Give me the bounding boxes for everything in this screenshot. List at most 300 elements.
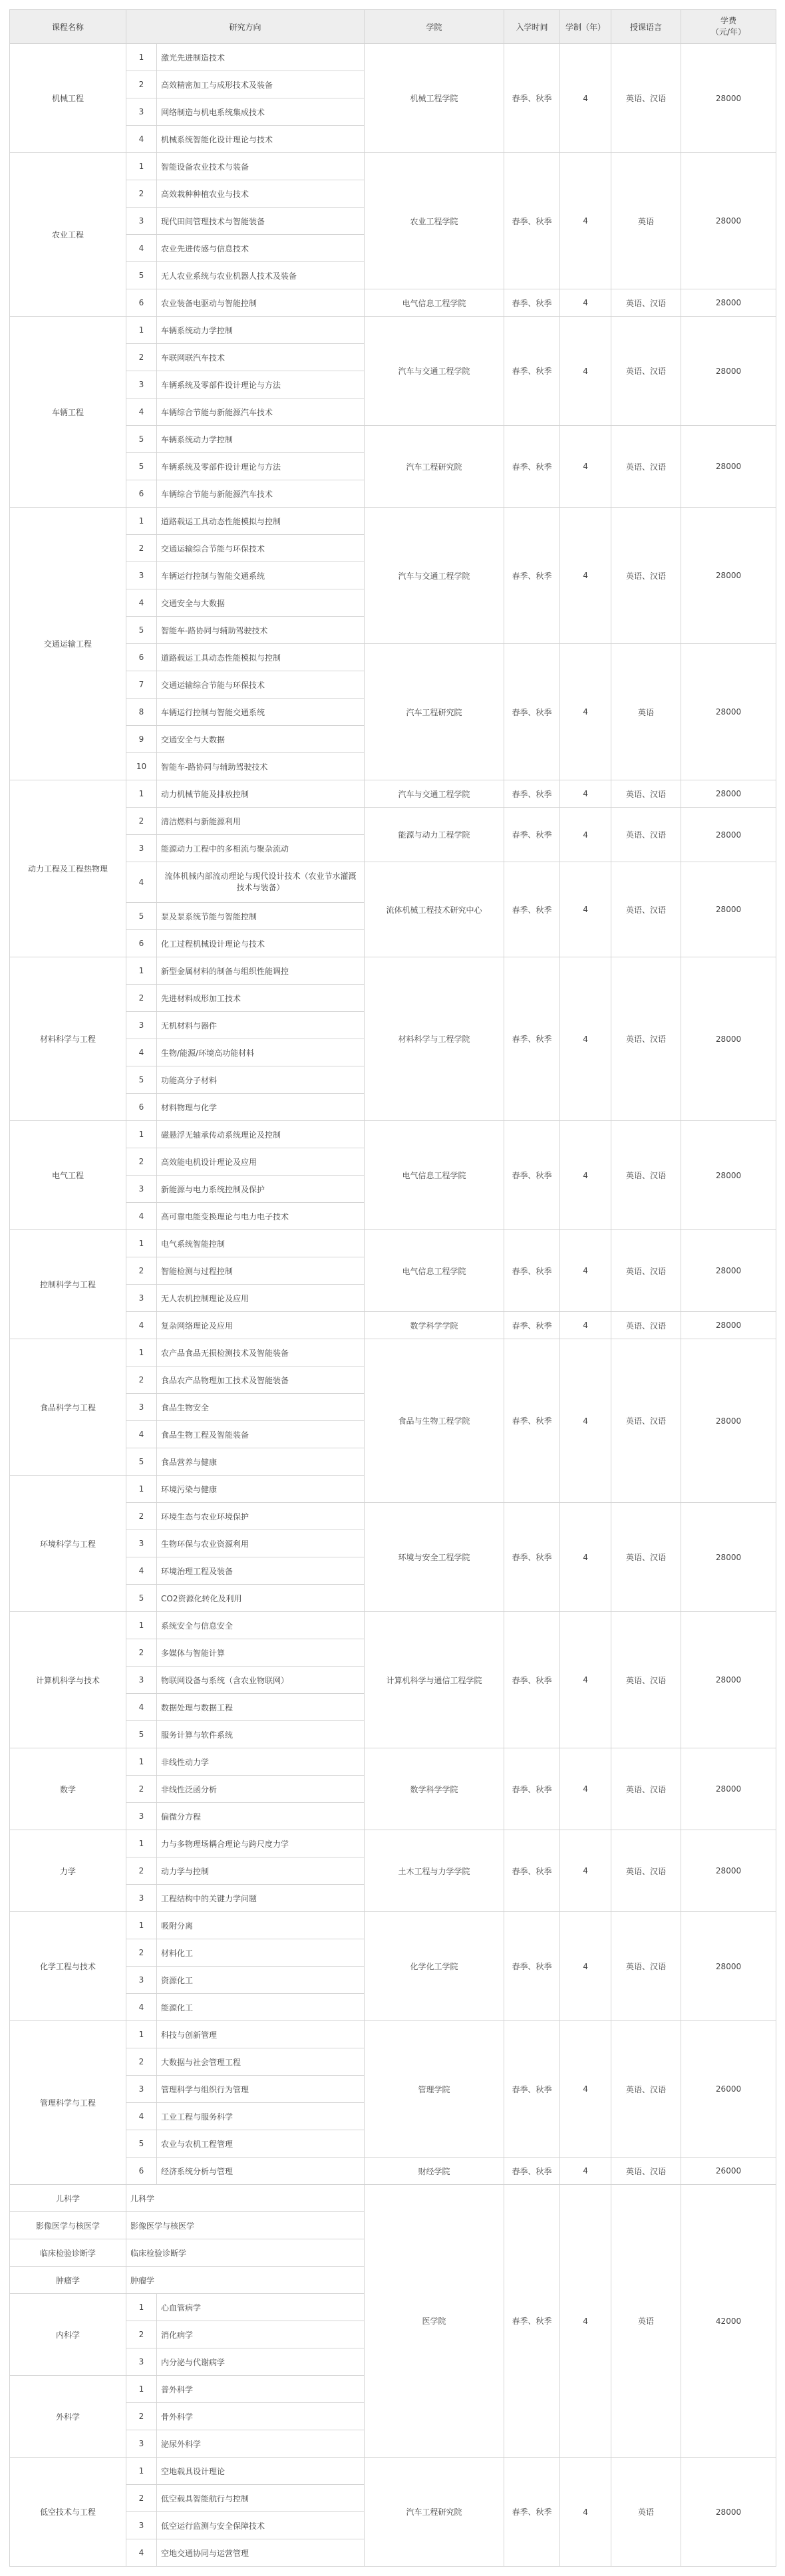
teaching-language: 英语、汉语 xyxy=(611,780,681,808)
teaching-language: 英语、汉语 xyxy=(611,2021,681,2158)
research-direction: CO2资源化转化及利用 xyxy=(157,1585,365,1612)
table-row xyxy=(10,2021,776,2048)
research-direction: 车辆运行控制与智能交通系统 xyxy=(157,562,365,589)
direction-number: 10 xyxy=(126,753,157,780)
tuition-fee: 28000 xyxy=(681,2458,776,2567)
major-name: 环境科学与工程 xyxy=(10,1476,126,1612)
research-direction: 材料物理与化学 xyxy=(157,1094,365,1121)
college-name: 食品与生物工程学院 xyxy=(365,1339,504,1503)
direction-number: 3 xyxy=(126,2076,157,2103)
program-duration: 4 xyxy=(560,2158,611,2185)
direction-number: 6 xyxy=(126,930,157,957)
direction-number: 3 xyxy=(126,1967,157,1994)
direction-number: 1 xyxy=(126,1230,157,1257)
research-direction: 儿科学 xyxy=(126,2185,365,2212)
college-name: 流体机械工程技术研究中心 xyxy=(365,862,504,957)
direction-number: 2 xyxy=(126,808,157,835)
intake-term: 春季、秋季 xyxy=(504,1612,560,1748)
teaching-language: 英语、汉语 xyxy=(611,2158,681,2185)
program-duration: 4 xyxy=(560,289,611,317)
college-name: 汽车与交通工程学院 xyxy=(365,508,504,644)
teaching-language: 英语 xyxy=(611,2185,681,2458)
intake-term: 春季、秋季 xyxy=(504,508,560,644)
research-direction: 材料化工 xyxy=(157,1939,365,1967)
research-direction: 工程结构中的关键力学问题 xyxy=(157,1885,365,1912)
direction-number: 4 xyxy=(126,126,157,153)
teaching-language: 英语、汉语 xyxy=(611,1121,681,1230)
major-name: 控制科学与工程 xyxy=(10,1230,126,1339)
direction-number: 5 xyxy=(126,2130,157,2158)
college-name: 电气信息工程学院 xyxy=(365,289,504,317)
major-name: 化学工程与技术 xyxy=(10,1912,126,2021)
teaching-language: 英语 xyxy=(611,2458,681,2567)
teaching-language: 英语 xyxy=(611,153,681,289)
direction-number: 3 xyxy=(126,1176,157,1203)
header-intake: 入学时间 xyxy=(504,10,560,44)
table-row xyxy=(10,317,776,344)
direction-number: 4 xyxy=(126,1312,157,1339)
tuition-fee: 28000 xyxy=(681,1748,776,1830)
header-language: 授课语言 xyxy=(611,10,681,44)
college-name: 汽车与交通工程学院 xyxy=(365,780,504,808)
tuition-fee: 42000 xyxy=(681,2185,776,2458)
program-duration: 4 xyxy=(560,2458,611,2567)
research-direction: 复杂网络理论及应用 xyxy=(157,1312,365,1339)
tuition-fee: 28000 xyxy=(681,1912,776,2021)
research-direction: 农业与农机工程管理 xyxy=(157,2130,365,2158)
teaching-language: 英语、汉语 xyxy=(611,862,681,957)
direction-number: 1 xyxy=(126,2021,157,2048)
tuition-fee: 28000 xyxy=(681,44,776,153)
research-direction: 影像医学与核医学 xyxy=(126,2212,365,2239)
direction-number: 1 xyxy=(126,317,157,344)
table-row xyxy=(10,153,776,180)
college-name: 电气信息工程学院 xyxy=(365,1121,504,1230)
research-direction: 肿瘤学 xyxy=(126,2267,365,2294)
research-direction: 环境治理工程及装备 xyxy=(157,1557,365,1585)
research-direction: 空地交通协同与运营管理 xyxy=(157,2539,365,2567)
research-direction: 智能检测与过程控制 xyxy=(157,1257,365,1285)
table-row xyxy=(10,1912,776,1939)
intake-term: 春季、秋季 xyxy=(504,2158,560,2185)
major-name: 计算机科学与技术 xyxy=(10,1612,126,1748)
research-direction: 农业先进传感与信息技术 xyxy=(157,235,365,262)
intake-term: 春季、秋季 xyxy=(504,1230,560,1312)
table-row xyxy=(10,1748,776,1776)
tuition-fee: 28000 xyxy=(681,1503,776,1612)
research-direction: 功能高分子材料 xyxy=(157,1066,365,1094)
direction-number: 1 xyxy=(126,1612,157,1639)
program-duration: 4 xyxy=(560,1830,611,1912)
direction-number: 2 xyxy=(126,1367,157,1394)
major-name: 动力工程及工程热物理 xyxy=(10,780,126,957)
direction-number: 1 xyxy=(126,1339,157,1367)
teaching-language: 英语、汉语 xyxy=(611,1612,681,1748)
tuition-fee: 28000 xyxy=(681,1830,776,1912)
direction-number: 3 xyxy=(126,1012,157,1039)
direction-number: 2 xyxy=(126,2485,157,2512)
direction-number: 4 xyxy=(126,589,157,617)
major-name: 管理科学与工程 xyxy=(10,2021,126,2185)
research-direction: 车辆综合节能与新能源汽车技术 xyxy=(157,480,365,508)
direction-number: 3 xyxy=(126,562,157,589)
program-duration: 4 xyxy=(560,426,611,508)
research-direction: 车辆运行控制与智能交通系统 xyxy=(157,699,365,726)
research-direction: 数据处理与数据工程 xyxy=(157,1694,365,1721)
direction-number: 1 xyxy=(126,1912,157,1939)
table-row xyxy=(10,2458,776,2485)
research-direction: 车辆系统动力学控制 xyxy=(157,426,365,453)
research-direction: 高效栽种种植农业与技术 xyxy=(157,180,365,208)
teaching-language: 英语、汉语 xyxy=(611,44,681,153)
table-row xyxy=(10,1230,776,1257)
direction-number: 4 xyxy=(126,1203,157,1230)
research-direction: 新型金属材料的制备与组织性能调控 xyxy=(157,957,365,985)
research-direction: 食品农产品物理加工技术及智能装备 xyxy=(157,1367,365,1394)
tuition-fee: 28000 xyxy=(681,1312,776,1339)
direction-number: 7 xyxy=(126,671,157,699)
program-duration: 4 xyxy=(560,780,611,808)
direction-number: 9 xyxy=(126,726,157,753)
intake-term: 春季、秋季 xyxy=(504,808,560,862)
teaching-language: 英语、汉语 xyxy=(611,957,681,1121)
table-row xyxy=(10,508,776,535)
intake-term: 春季、秋季 xyxy=(504,44,560,153)
direction-number: 5 xyxy=(126,1066,157,1094)
research-direction: 交通安全与大数据 xyxy=(157,589,365,617)
college-name: 环境与安全工程学院 xyxy=(365,1503,504,1612)
table-row xyxy=(10,1339,776,1367)
direction-number: 5 xyxy=(126,617,157,644)
direction-number: 3 xyxy=(126,1285,157,1312)
direction-number: 2 xyxy=(126,2403,157,2430)
intake-term: 春季、秋季 xyxy=(504,644,560,780)
college-name: 汽车工程研究院 xyxy=(365,2458,504,2567)
direction-number: 4 xyxy=(126,1994,157,2021)
direction-number: 3 xyxy=(126,1885,157,1912)
research-direction: 心血管病学 xyxy=(157,2294,365,2321)
tuition-fee: 28000 xyxy=(681,1230,776,1312)
tuition-fee: 28000 xyxy=(681,780,776,808)
research-direction: 骨外科学 xyxy=(157,2403,365,2430)
research-direction: 多媒体与智能计算 xyxy=(157,1639,365,1667)
table-row xyxy=(10,1830,776,1857)
teaching-language: 英语、汉语 xyxy=(611,508,681,644)
research-direction: 动力学与控制 xyxy=(157,1857,365,1885)
research-direction: 资源化工 xyxy=(157,1967,365,1994)
teaching-language: 英语 xyxy=(611,644,681,780)
direction-number: 3 xyxy=(126,98,157,126)
college-name: 汽车工程研究院 xyxy=(365,426,504,508)
tuition-fee: 28000 xyxy=(681,1121,776,1230)
intake-term: 春季、秋季 xyxy=(504,1312,560,1339)
direction-number: 4 xyxy=(126,1421,157,1448)
major-name: 肿瘤学 xyxy=(10,2267,126,2294)
direction-number: 3 xyxy=(126,1394,157,1421)
header-direction: 研究方向 xyxy=(126,10,365,44)
major-name: 机械工程 xyxy=(10,44,126,153)
direction-number: 2 xyxy=(126,180,157,208)
program-duration: 4 xyxy=(560,957,611,1121)
research-direction: 动力机械节能及排放控制 xyxy=(157,780,365,808)
research-direction: 高效精密加工与成形技术及装备 xyxy=(157,71,365,98)
tuition-fee: 28000 xyxy=(681,153,776,289)
direction-number: 2 xyxy=(126,1503,157,1530)
research-direction: 车辆系统动力学控制 xyxy=(157,317,365,344)
tuition-fee: 28000 xyxy=(681,289,776,317)
program-duration: 4 xyxy=(560,1339,611,1503)
program-duration: 4 xyxy=(560,508,611,644)
teaching-language: 英语、汉语 xyxy=(611,426,681,508)
intake-term: 春季、秋季 xyxy=(504,862,560,957)
research-direction: 智能车-路协同与辅助驾驶技术 xyxy=(157,617,365,644)
direction-number: 1 xyxy=(126,957,157,985)
research-direction: 无人农业系统与农业机器人技术及装备 xyxy=(157,262,365,289)
teaching-language: 英语、汉语 xyxy=(611,289,681,317)
research-direction: 泌尿外科学 xyxy=(157,2430,365,2458)
research-direction: 食品生物工程及智能装备 xyxy=(157,1421,365,1448)
tuition-fee: 28000 xyxy=(681,317,776,426)
research-direction: 低空运行监测与安全保障技术 xyxy=(157,2512,365,2539)
research-direction: 非线性泛函分析 xyxy=(157,1776,365,1803)
research-direction: 能源化工 xyxy=(157,1994,365,2021)
research-direction: 现代田间管理技术与智能装备 xyxy=(157,208,365,235)
college-name: 机械工程学院 xyxy=(365,44,504,153)
college-name: 数学科学学院 xyxy=(365,1312,504,1339)
table-row xyxy=(10,957,776,985)
research-direction: 泵及泵系统节能与智能控制 xyxy=(157,903,365,930)
research-direction: 食品营养与健康 xyxy=(157,1448,365,1476)
header-college: 学院 xyxy=(365,10,504,44)
major-name: 材料科学与工程 xyxy=(10,957,126,1121)
direction-number: 1 xyxy=(126,44,157,71)
table-row xyxy=(10,1121,776,1148)
research-direction: 环境生态与农业环境保护 xyxy=(157,1503,365,1530)
college-name: 医学院 xyxy=(365,2185,504,2458)
direction-number: 4 xyxy=(126,862,157,903)
direction-number: 2 xyxy=(126,985,157,1012)
research-direction: 能源动力工程中的多相流与聚杂流动 xyxy=(157,835,365,862)
research-direction: 车辆综合节能与新能源汽车技术 xyxy=(157,399,365,426)
direction-number: 6 xyxy=(126,644,157,671)
intake-term: 春季、秋季 xyxy=(504,289,560,317)
program-duration: 4 xyxy=(560,1121,611,1230)
direction-number: 4 xyxy=(126,1039,157,1066)
college-name: 土木工程与力学学院 xyxy=(365,1830,504,1912)
research-direction: 高可靠电能变换理论与电力电子技术 xyxy=(157,1203,365,1230)
research-direction: 偏微分方程 xyxy=(157,1803,365,1830)
tuition-fee: 26000 xyxy=(681,2021,776,2158)
table-row xyxy=(10,2185,776,2212)
major-name: 力学 xyxy=(10,1830,126,1912)
direction-number: 1 xyxy=(126,2458,157,2485)
header-row xyxy=(10,10,776,44)
direction-number: 4 xyxy=(126,1557,157,1585)
direction-number: 3 xyxy=(126,208,157,235)
research-direction: 流体机械内部流动理论与现代设计技术（农业节水灌溉技术与装备） xyxy=(157,862,365,903)
program-duration: 4 xyxy=(560,1312,611,1339)
research-direction: 智能设备农业技术与装备 xyxy=(157,153,365,180)
research-direction: 普外科学 xyxy=(157,2376,365,2403)
research-direction: 农产品食品无损检测技术及智能装备 xyxy=(157,1339,365,1367)
research-direction: 经济系统分析与管理 xyxy=(157,2158,365,2185)
program-duration: 4 xyxy=(560,862,611,957)
major-name: 交通运输工程 xyxy=(10,508,126,780)
intake-term: 春季、秋季 xyxy=(504,1830,560,1912)
intake-term: 春季、秋季 xyxy=(504,1121,560,1230)
direction-number: 1 xyxy=(126,780,157,808)
tuition-fee: 28000 xyxy=(681,808,776,862)
college-name: 汽车与交通工程学院 xyxy=(365,317,504,426)
direction-number: 2 xyxy=(126,2048,157,2076)
direction-number: 8 xyxy=(126,699,157,726)
teaching-language: 英语、汉语 xyxy=(611,1230,681,1312)
research-direction: 网络制造与机电系统集成技术 xyxy=(157,98,365,126)
direction-number: 6 xyxy=(126,289,157,317)
college-name: 化学化工学院 xyxy=(365,1912,504,2021)
research-direction: 生物/能源/环境高功能材料 xyxy=(157,1039,365,1066)
direction-number: 2 xyxy=(126,1148,157,1176)
intake-term: 春季、秋季 xyxy=(504,2458,560,2567)
research-direction: 激光先进制造技术 xyxy=(157,44,365,71)
research-direction: 新能源与电力系统控制及保护 xyxy=(157,1176,365,1203)
intake-term: 春季、秋季 xyxy=(504,2021,560,2158)
direction-number: 2 xyxy=(126,1857,157,1885)
research-direction: 交通安全与大数据 xyxy=(157,726,365,753)
research-direction: 高效能电机设计理论及应用 xyxy=(157,1148,365,1176)
direction-number: 3 xyxy=(126,1530,157,1557)
research-direction: 环境污染与健康 xyxy=(157,1476,365,1503)
direction-number: 4 xyxy=(126,235,157,262)
direction-number: 4 xyxy=(126,2539,157,2567)
direction-number: 3 xyxy=(126,1667,157,1694)
college-name: 财经学院 xyxy=(365,2158,504,2185)
tuition-fee: 26000 xyxy=(681,2158,776,2185)
intake-term: 春季、秋季 xyxy=(504,153,560,289)
research-direction: 电气系统智能控制 xyxy=(157,1230,365,1257)
direction-number: 2 xyxy=(126,1939,157,1967)
research-direction: 智能车-路协同与辅助驾驶技术 xyxy=(157,753,365,780)
research-direction: 无人农机控制理论及应用 xyxy=(157,1285,365,1312)
direction-number: 3 xyxy=(126,2512,157,2539)
direction-number: 2 xyxy=(126,1776,157,1803)
research-direction: 力与多物理场耦合理论与跨尺度力学 xyxy=(157,1830,365,1857)
header-duration: 学制（年） xyxy=(560,10,611,44)
research-direction: 生物环保与农业资源利用 xyxy=(157,1530,365,1557)
program-duration: 4 xyxy=(560,2185,611,2458)
intake-term: 春季、秋季 xyxy=(504,317,560,426)
program-duration: 4 xyxy=(560,808,611,862)
research-direction: 化工过程机械设计理论与技术 xyxy=(157,930,365,957)
major-name: 影像医学与核医学 xyxy=(10,2212,126,2239)
research-direction: 食品生物安全 xyxy=(157,1394,365,1421)
research-direction: 车联网联汽车技术 xyxy=(157,344,365,371)
research-direction: 内分泌与代谢病学 xyxy=(157,2348,365,2376)
direction-number: 4 xyxy=(126,1694,157,1721)
research-direction: 大数据与社会管理工程 xyxy=(157,2048,365,2076)
teaching-language: 英语、汉语 xyxy=(611,1912,681,2021)
header-major: 课程名称 xyxy=(10,10,126,44)
direction-number: 1 xyxy=(126,2376,157,2403)
program-duration: 4 xyxy=(560,153,611,289)
teaching-language: 英语、汉语 xyxy=(611,1503,681,1612)
intake-term: 春季、秋季 xyxy=(504,1912,560,2021)
direction-number: 1 xyxy=(126,2294,157,2321)
teaching-language: 英语、汉语 xyxy=(611,1339,681,1503)
research-direction: 农业装备电驱动与智能控制 xyxy=(157,289,365,317)
direction-number: 3 xyxy=(126,2430,157,2458)
research-direction: 空地载具设计理论 xyxy=(157,2458,365,2485)
tuition-fee: 28000 xyxy=(681,508,776,644)
direction-number: 1 xyxy=(126,153,157,180)
teaching-language: 英语、汉语 xyxy=(611,1830,681,1912)
direction-number: 6 xyxy=(126,1094,157,1121)
tuition-fee: 28000 xyxy=(681,957,776,1121)
research-direction: 清洁燃料与新能源利用 xyxy=(157,808,365,835)
program-duration: 4 xyxy=(560,2021,611,2158)
direction-number: 5 xyxy=(126,1448,157,1476)
major-name: 食品科学与工程 xyxy=(10,1339,126,1476)
major-name: 外科学 xyxy=(10,2376,126,2458)
table-row xyxy=(10,1612,776,1639)
program-duration: 4 xyxy=(560,1503,611,1612)
research-direction: 非线性动力学 xyxy=(157,1748,365,1776)
direction-number: 4 xyxy=(126,399,157,426)
direction-number: 2 xyxy=(126,344,157,371)
direction-number: 1 xyxy=(126,1476,157,1503)
research-direction: 科技与创新管理 xyxy=(157,2021,365,2048)
major-name: 数学 xyxy=(10,1748,126,1830)
direction-number: 4 xyxy=(126,2103,157,2130)
research-direction: 车辆系统及零部件设计理论与方法 xyxy=(157,371,365,399)
program-duration: 4 xyxy=(560,317,611,426)
direction-number: 2 xyxy=(126,1257,157,1285)
header-fee: 学费 （元/年） xyxy=(681,10,776,44)
teaching-language: 英语、汉语 xyxy=(611,1748,681,1830)
research-direction: 交通运输综合节能与环保技术 xyxy=(157,535,365,562)
direction-number: 5 xyxy=(126,903,157,930)
direction-number: 2 xyxy=(126,71,157,98)
research-direction: 无机材料与器件 xyxy=(157,1012,365,1039)
research-direction: 先进材料成形加工技术 xyxy=(157,985,365,1012)
major-name: 车辆工程 xyxy=(10,317,126,508)
direction-number: 3 xyxy=(126,1803,157,1830)
college-name: 计算机科学与通信工程学院 xyxy=(365,1612,504,1748)
direction-number: 3 xyxy=(126,2348,157,2376)
table-row xyxy=(10,44,776,71)
college-name: 管理学院 xyxy=(365,2021,504,2158)
research-direction: 磁悬浮无轴承传动系统理论及控制 xyxy=(157,1121,365,1148)
direction-number: 1 xyxy=(126,1121,157,1148)
tuition-fee: 28000 xyxy=(681,1612,776,1748)
direction-number: 1 xyxy=(126,1830,157,1857)
research-direction: 低空载具智能航行与控制 xyxy=(157,2485,365,2512)
program-duration: 4 xyxy=(560,44,611,153)
program-duration: 4 xyxy=(560,644,611,780)
college-name: 电气信息工程学院 xyxy=(365,1230,504,1312)
research-direction: 工业工程与服务科学 xyxy=(157,2103,365,2130)
tuition-fee: 28000 xyxy=(681,644,776,780)
research-direction: 吸附分离 xyxy=(157,1912,365,1939)
direction-number: 2 xyxy=(126,535,157,562)
research-direction: 消化病学 xyxy=(157,2321,365,2348)
table-row xyxy=(10,780,776,808)
research-direction: 道路载运工具动态性能模拟与控制 xyxy=(157,644,365,671)
intake-term: 春季、秋季 xyxy=(504,426,560,508)
major-name: 农业工程 xyxy=(10,153,126,317)
tuition-fee: 28000 xyxy=(681,862,776,957)
teaching-language: 英语、汉语 xyxy=(611,1312,681,1339)
